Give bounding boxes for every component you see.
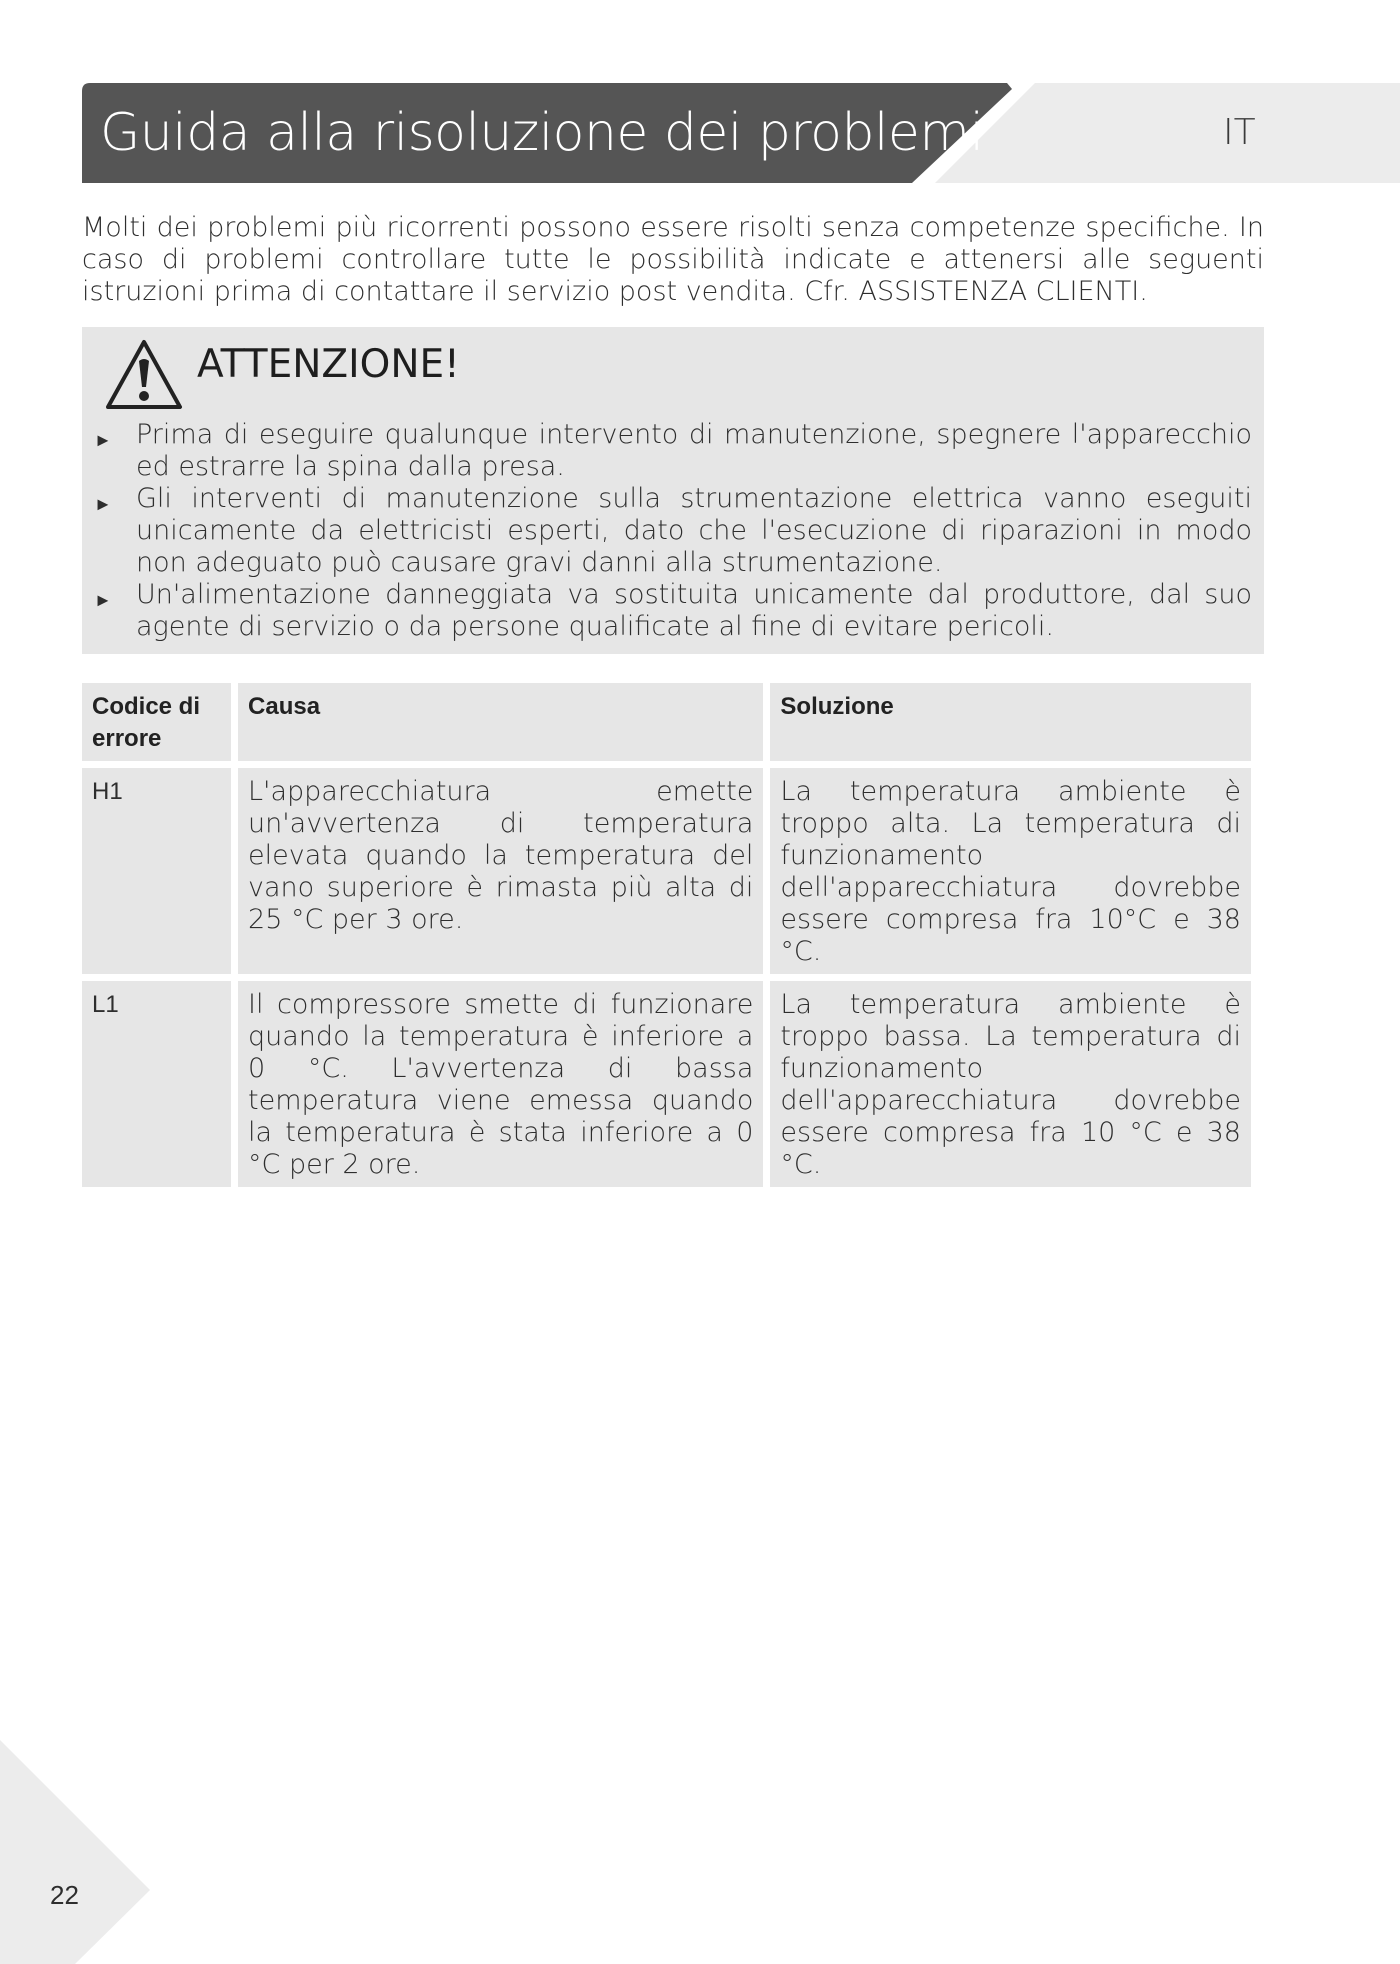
header-solution: Soluzione	[770, 683, 1251, 761]
footer-corner-decoration	[0, 1740, 150, 1964]
table-header-row	[82, 683, 1251, 761]
table-row	[82, 768, 1251, 974]
page-number: 22	[50, 1880, 79, 1910]
language-code: IT	[1223, 112, 1256, 153]
warning-list	[82, 419, 1252, 643]
warning-item-text: Prima di eseguire qualunque intervento di manutenzione, spegnere l'apparecchio ed estrarre la spina dalla presa.	[136, 419, 1252, 482]
error-code-table	[75, 676, 1258, 1194]
cause-cell: L'apparecchiatura emette un'avvertenza di temperatura elevata quando la temperatura del vano superiore è rimasta più alta di 25 °C per 3 ore.	[238, 768, 763, 974]
bullet-arrow-icon: ►	[94, 494, 112, 515]
warning-box	[82, 327, 1264, 654]
table-row	[82, 981, 1251, 1187]
warning-triangle-icon	[104, 337, 184, 412]
intro-paragraph: Molti dei problemi più ricorrenti possono essere risolti senza competenze specifiche. In caso di problemi controllare tutte le possibilità indicate e attenersi alle seguenti istruzioni prima di contattare il servizio post vendita. Cfr. ASSISTENZA CLIENTI.	[82, 212, 1264, 307]
header-cause: Causa	[238, 683, 763, 761]
error-code-cell: H1	[82, 768, 231, 974]
solution-cell: La temperatura ambiente è troppo bassa. La temperatura di funzionamento dell'apparecchiatura dovrebbe essere compresa fra 10 °C e 38 °C.	[770, 981, 1251, 1187]
header-error-code: Codice di errore	[82, 683, 231, 761]
warning-item	[82, 419, 1252, 483]
cause-cell: Il compressore smette di funzionare quando la temperatura è inferiore a 0 °C. L'avvertenza di bassa temperatura viene emessa quando la temperatura è stata inferiore a 0 °C per 2 ore.	[238, 981, 763, 1187]
warning-title: ATTENZIONE!	[197, 342, 460, 387]
page-title: Guida alla risoluzione dei problemi	[100, 103, 984, 163]
solution-cell: La temperatura ambiente è troppo alta. La temperatura di funzionamento dell'apparecchiatura dovrebbe essere compresa fra 10°C e 38 °C.	[770, 768, 1251, 974]
bullet-arrow-icon: ►	[94, 430, 112, 451]
warning-item	[82, 579, 1252, 643]
error-code-cell: L1	[82, 981, 231, 1187]
warning-item-text: Gli interventi di manutenzione sulla strumentazione elettrica vanno eseguiti unicamente da elettricisti esperti, dato che l'esecuzione di riparazioni in modo non adeguato può causare gravi danni alla strumentazione.	[136, 483, 1252, 578]
warning-item	[82, 483, 1252, 579]
bullet-arrow-icon: ►	[94, 590, 112, 611]
warning-item-text: Un'alimentazione danneggiata va sostituita unicamente dal produttore, dal suo agente di servizio o da persone qualificate al fine di evitare pericoli.	[136, 579, 1252, 642]
